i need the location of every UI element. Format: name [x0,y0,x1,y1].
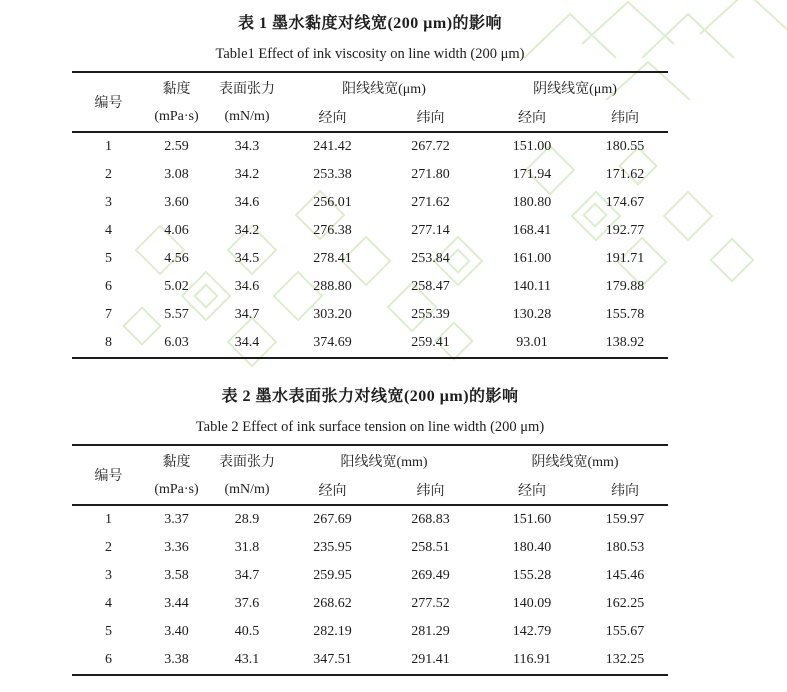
table-row [72,245,668,273]
table-cell: 155.67 [605,624,645,639]
table-cell: 271.62 [411,195,450,210]
table-cell: 34.2 [234,223,260,238]
column-header-negative-warp: 经向 [518,110,547,126]
table-cell: 132.25 [605,652,645,667]
table1-title-en: Table1 Effect of ink viscosity on line width (200 μm) [215,46,525,62]
column-header-tension-unit: (mN/m) [224,481,270,497]
table-cell: 130.28 [512,307,552,322]
table-cell: 2.59 [164,139,189,154]
table-cell: 3.37 [164,512,189,527]
table-cell: 374.69 [313,335,352,350]
table-cell: 3.58 [164,568,189,583]
table2-wrap [72,444,668,676]
table2-body [72,505,668,675]
table-cell: 34.7 [234,307,260,322]
column-header-positive-warp: 经向 [318,483,347,499]
table2-title-en: Table 2 Effect of ink surface tension on line width (200 μm) [195,419,545,435]
table-row [72,534,668,562]
table2 [72,444,668,676]
table1-section [0,12,787,359]
table-cell: 37.6 [234,596,260,611]
table-cell: 281.29 [411,624,450,639]
table-cell: 1 [105,512,112,527]
table-row [72,562,668,590]
table-cell: 31.8 [234,540,260,555]
column-header-viscosity: 黏度 [162,454,191,470]
column-header-viscosity-unit: (mPa·s) [154,481,199,497]
column-header-positive-group: 阳线线宽(mm) [340,454,428,470]
table-cell: 6.03 [164,335,189,350]
table-cell: 3.40 [164,624,189,639]
column-header-tension-unit: (mN/m) [224,108,270,124]
table-cell: 171.62 [605,167,645,182]
table-cell: 6 [105,279,112,294]
table-cell: 155.28 [512,568,552,583]
table-cell: 162.25 [605,596,645,611]
table-row [72,161,668,189]
table-cell: 5.02 [164,279,189,294]
table-cell: 288.80 [313,279,352,294]
table-cell: 34.2 [234,167,260,182]
table1 [72,71,668,359]
table-cell: 116.91 [513,652,551,667]
table-cell: 258.47 [411,279,450,294]
table-cell: 40.5 [234,624,260,639]
table-cell: 267.69 [313,512,352,527]
table-cell: 4 [105,596,112,611]
table-cell: 151.00 [512,139,552,154]
table-row [72,590,668,618]
column-header-viscosity: 黏度 [162,81,191,97]
table-cell: 278.41 [313,251,352,266]
table-row [72,132,668,161]
table-cell: 4.06 [164,223,189,238]
table-cell: 291.41 [411,652,450,667]
table-cell: 5.57 [164,307,189,322]
table-cell: 180.53 [605,540,645,555]
column-header-id: 编号 [94,469,123,484]
table-cell: 282.19 [313,624,352,639]
table-cell: 259.95 [313,568,352,583]
column-header-positive-warp: 经向 [318,110,347,126]
table-cell: 271.80 [411,167,450,182]
column-header-tension: 表面张力 [219,454,275,470]
table-row [72,273,668,301]
table-cell: 192.77 [605,223,645,238]
table-row [72,505,668,534]
table-cell: 28.9 [234,512,260,527]
table-cell: 145.46 [605,568,645,583]
table-cell: 180.80 [512,195,552,210]
table-cell: 140.11 [513,279,551,294]
table-cell: 161.00 [512,251,552,266]
column-header-tension: 表面张力 [219,81,275,97]
table-cell: 151.60 [512,512,552,527]
table-cell: 168.41 [512,223,552,238]
table-cell: 259.41 [411,335,450,350]
table-cell: 6 [105,652,112,667]
table-cell: 7 [105,307,112,322]
table-cell: 269.49 [411,568,450,583]
table-cell: 3 [105,568,112,583]
table-cell: 180.40 [512,540,552,555]
table-cell: 43.1 [234,652,260,667]
table-cell: 255.39 [411,307,450,322]
table-cell: 258.51 [411,540,450,555]
table-cell: 1 [105,139,112,154]
table-cell: 253.84 [411,251,450,266]
table-cell: 180.55 [605,139,645,154]
table-cell: 138.92 [605,335,645,350]
table-row [72,189,668,217]
table-cell: 3.38 [164,652,189,667]
table-cell: 3.36 [164,540,189,555]
table-cell: 179.88 [605,279,645,294]
table-cell: 347.51 [313,652,352,667]
table-cell: 303.20 [313,307,352,322]
table1-header [72,72,668,132]
column-header-positive-weft: 纬向 [416,110,445,126]
column-header-negative-group: 阴线线宽(μm) [533,81,617,97]
table-cell: 3.44 [164,596,189,611]
table-cell: 34.5 [234,251,260,266]
column-header-positive-weft: 纬向 [416,483,445,499]
table-row [72,618,668,646]
table2-header [72,445,668,505]
table-row [72,301,668,329]
table1-body [72,132,668,358]
table-cell: 34.4 [234,335,260,350]
table-row [72,646,668,675]
table-cell: 3.60 [164,195,189,210]
column-header-positive-group: 阳线线宽(μm) [342,81,426,97]
column-header-viscosity-unit: (mPa·s) [154,108,199,124]
table-cell: 277.52 [411,596,450,611]
table-cell: 171.94 [512,167,552,182]
table-cell: 4 [105,223,112,238]
table2-section [0,385,787,676]
table-cell: 34.6 [234,195,260,210]
column-header-negative-group: 阴线线宽(mm) [531,454,619,470]
table-cell: 93.01 [516,335,548,350]
column-header-id: 编号 [94,96,123,111]
table-cell: 276.38 [313,223,352,238]
table-cell: 155.78 [605,307,645,322]
table-cell: 256.01 [313,195,352,210]
column-header-negative-weft: 纬向 [611,483,640,499]
table-cell: 3 [105,195,112,210]
table-cell: 174.67 [605,195,645,210]
table2-title-zh: 表 2 墨水表面张力对线宽(200 μm)的影响 [221,388,519,405]
table-cell: 235.95 [313,540,352,555]
table-cell: 142.79 [512,624,552,639]
column-header-negative-warp: 经向 [518,483,547,499]
table-cell: 267.72 [411,139,450,154]
table-cell: 2 [105,167,112,182]
table-cell: 8 [105,335,112,350]
table-cell: 277.14 [411,223,450,238]
table-cell: 3.08 [164,167,189,182]
table-cell: 241.42 [313,139,352,154]
table-cell: 253.38 [313,167,352,182]
table1-title-zh: 表 1 墨水黏度对线宽(200 μm)的影响 [237,15,503,32]
table-cell: 34.6 [234,279,260,294]
table-cell: 191.71 [605,251,645,266]
table-cell: 5 [105,624,112,639]
table-cell: 34.3 [234,139,260,154]
table-cell: 268.83 [411,512,450,527]
column-header-negative-weft: 纬向 [611,110,640,126]
table-cell: 34.7 [234,568,260,583]
table1-wrap [72,71,668,359]
table-cell: 268.62 [313,596,352,611]
table-row [72,329,668,358]
table-cell: 5 [105,251,112,266]
table-row [72,217,668,245]
table-cell: 2 [105,540,112,555]
table-cell: 159.97 [605,512,645,527]
table-cell: 4.56 [164,251,189,266]
table-cell: 140.09 [512,596,552,611]
